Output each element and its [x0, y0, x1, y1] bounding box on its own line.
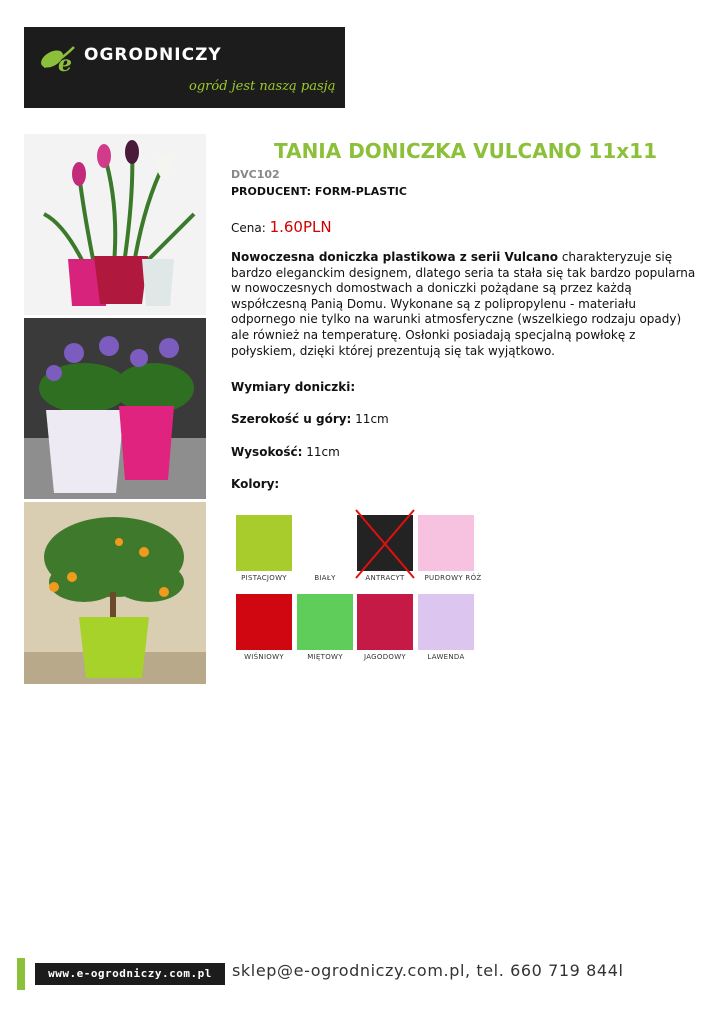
- product-photo-citrus: [24, 502, 206, 684]
- footer-contact: sklep@e-ogrodniczy.com.pl, tel. 660 719 844l: [232, 961, 624, 980]
- brand-logo: [24, 27, 345, 108]
- height-label: Wysokość:: [231, 445, 303, 459]
- price-value: 1.60PLN: [269, 218, 332, 236]
- leaf-e-icon: [38, 41, 78, 77]
- description-lead: Nowoczesna doniczka plastikowa z serii Vulcano: [231, 250, 558, 264]
- swatch-lawenda: [418, 594, 474, 650]
- width-value: 11cm: [351, 412, 389, 426]
- swatch-bialy: [297, 515, 353, 571]
- price-row: [231, 218, 332, 236]
- swatch-label: WIŚNIOWY: [244, 653, 284, 661]
- colors-heading: Kolory:: [231, 477, 280, 491]
- footer-website[interactable]: www.e-ogrodniczy.com.pl: [35, 963, 225, 985]
- swatch-pudrowy-roz: [418, 515, 474, 571]
- height-spec: [231, 445, 340, 459]
- swatch-label: PISTACJOWY: [241, 574, 287, 582]
- unavailable-cross-icon: [352, 508, 418, 580]
- height-value: 11cm: [302, 445, 340, 459]
- product-photo-callas: [24, 134, 206, 315]
- product-code: DVC102: [231, 168, 280, 181]
- product-description: [231, 250, 703, 359]
- product-producer: PRODUCENT: FORM-PLASTIC: [231, 185, 407, 198]
- swatch-jagodowy: [357, 594, 413, 650]
- width-label: Szerokość u góry:: [231, 412, 352, 426]
- swatch-label: MIĘTOWY: [307, 653, 343, 661]
- brand-name: OGRODNICZY: [84, 45, 222, 65]
- swatch-mietowy: [297, 594, 353, 650]
- price-label: Cena:: [231, 221, 270, 235]
- swatch-label: ANTRACYT: [365, 574, 405, 582]
- swatch-label: JAGODOWY: [363, 653, 407, 661]
- svg-text:e: e: [58, 51, 72, 77]
- product-photo-daisies: [24, 318, 206, 499]
- swatch-label: PUDROWY RÓŻ: [424, 574, 482, 582]
- width-spec: [231, 412, 389, 426]
- dimensions-heading: Wymiary doniczki:: [231, 380, 356, 394]
- footer-accent-bar: [17, 958, 25, 990]
- swatch-wisniowy: [236, 594, 292, 650]
- swatch-label: BIAŁY: [314, 574, 336, 582]
- product-title: TANIA DONICZKA VULCANO 11x11: [274, 139, 657, 163]
- swatch-pistacjowy: [236, 515, 292, 571]
- description-body: charakteryzuje się bardzo eleganckim designem, dlatego seria ta stała się tak bardzo popularna w nowoczesnych domostwach a doniczki pożądane są przez każdą współczesną Panią Domu. Wykonane są z polipropylenu - materiału odpornego nie tylko na warunki atmosferyczne (wszelkiego rodzaju opady) ale również na temperaturę. Osłonki posiadają specjalną powłokę z połyskiem, dzięki której prezentują się tak wyjątkowo.: [231, 250, 696, 358]
- brand-tagline: ogród jest naszą pasją: [189, 79, 336, 94]
- swatch-label: LAWENDA: [427, 653, 465, 661]
